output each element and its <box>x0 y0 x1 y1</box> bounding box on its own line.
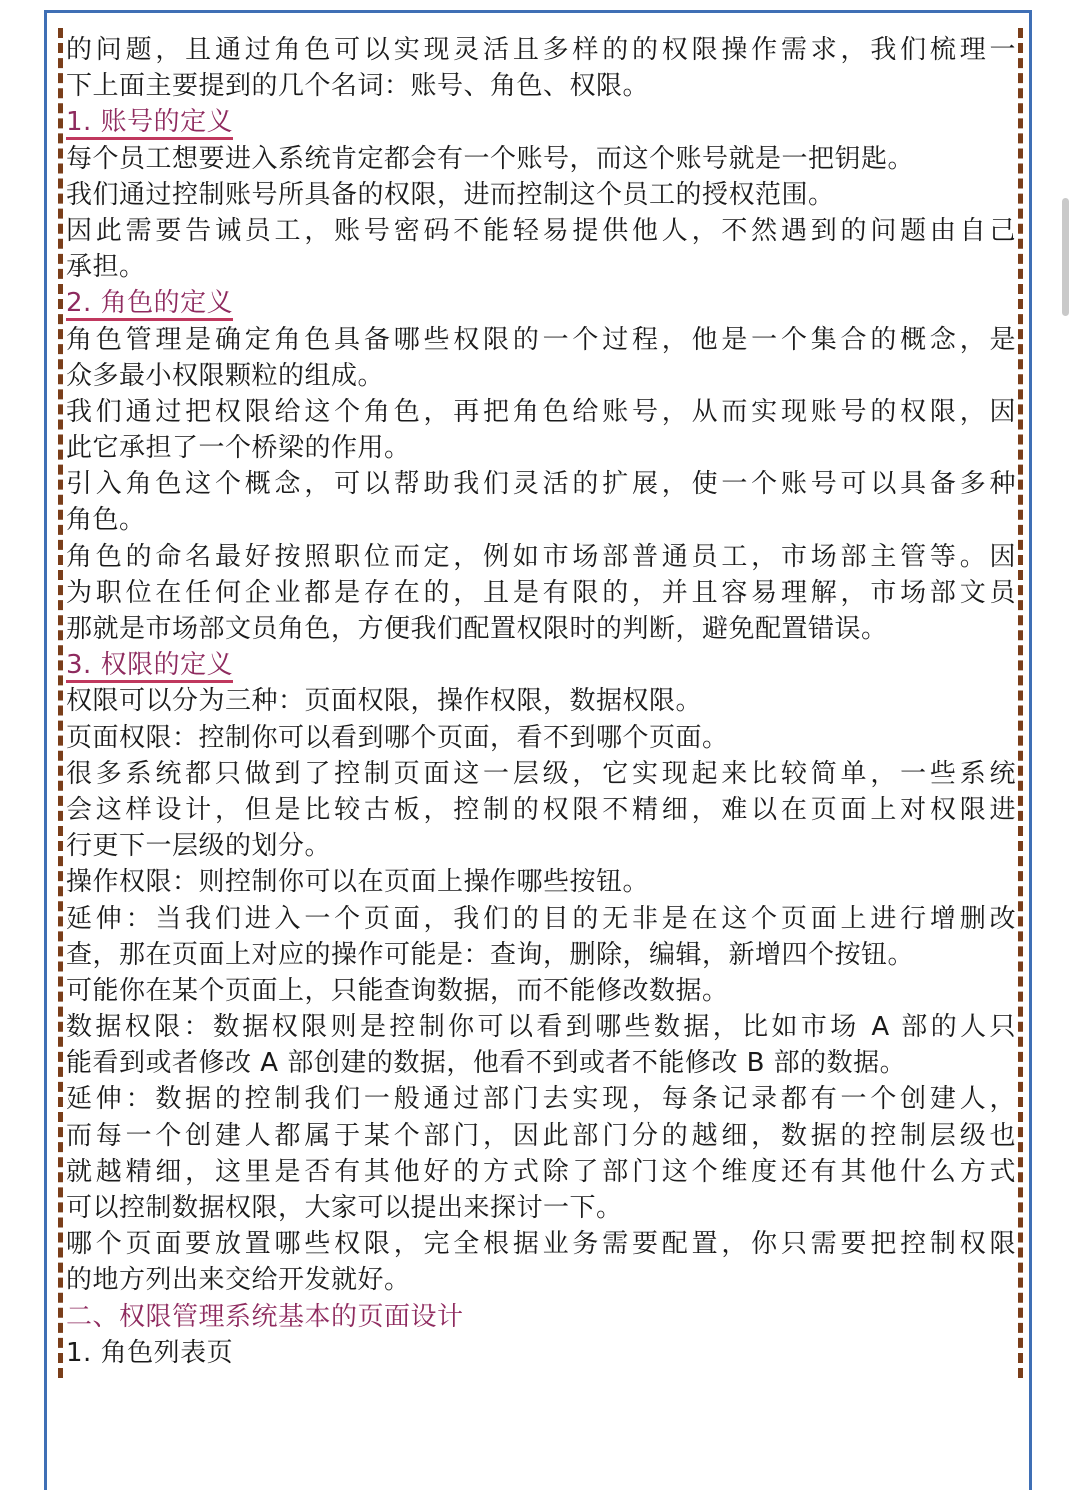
right-dashed-border <box>1018 28 1023 1378</box>
paragraph-line: 角色。 <box>66 505 146 536</box>
chapter-heading: 二、权限管理系统基本的页面设计 <box>66 1301 464 1332</box>
paragraph-line: 的问题，且通过角色可以实现灵活且多样的的权限操作需求，我们梳理一 <box>66 35 1016 65</box>
paragraph-line: 那就是市场部文员角色，方便我们配置权限时的判断，避免配置错误。 <box>66 614 888 644</box>
paragraph-line: 角色的命名最好按照职位而定，例如市场部普通员工，市场部主管等。因 <box>66 541 1016 572</box>
paragraph-line: 页面权限：控制你可以看到哪个页面，看不到哪个页面。 <box>66 722 729 753</box>
paragraph-line: 角色管理是确定角色具备哪些权限的一个过程，他是一个集合的概念，是 <box>66 324 1016 355</box>
paragraph-line: 很多系统都只做到了控制页面这一层级，它实现起来比较简单，一些系统 <box>66 758 1016 789</box>
paragraph-line: 的地方列出来交给开发就好。 <box>66 1265 411 1296</box>
paragraph-line: 会这样设计，但是比较古板，控制的权限不精细，难以在页面上对权限进 <box>66 794 1016 825</box>
paragraph-line: 下上面主要提到的几个名词：账号、角色、权限。 <box>66 71 650 102</box>
paragraph-line: 哪个页面要放置哪些权限，完全根据业务需要配置，你只需要把控制权限 <box>66 1229 1016 1260</box>
paragraph-line: 众多最小权限颗粒的组成。 <box>66 360 385 391</box>
paragraph-line: 就越精细，这里是否有其他好的方式除了部门这个维度还有其他什么方式 <box>66 1156 1016 1187</box>
section-heading[interactable] <box>66 285 1016 321</box>
paragraph-line: 查，那在页面上对应的操作可能是：查询，删除，编辑，新增四个按钮。 <box>66 939 915 970</box>
paragraph-line: 因此需要告诫员工，账号密码不能轻易提供他人，不然遇到的问题由自己 <box>66 215 1016 246</box>
scrollbar-thumb[interactable] <box>1062 198 1069 316</box>
paragraph-line: 延伸：当我们进入一个页面，我们的目的无非是在这个页面上进行增删改 <box>66 903 1016 934</box>
paragraph-line: 行更下一层级的划分。 <box>66 831 332 862</box>
section-heading-text: 3. 权限的定义 <box>66 650 233 683</box>
paragraph-line: 1. 角色列表页 <box>66 1337 234 1368</box>
paragraph-line: 引入角色这个概念，可以帮助我们灵活的扩展，使一个账号可以具备多种 <box>66 469 1016 500</box>
paragraph-line: 我们通过控制账号所具备的权限，进而控制这个员工的授权范围。 <box>66 179 835 210</box>
section-heading[interactable] <box>66 104 1016 140</box>
paragraph-line: 能看到或者修改 A 部创建的数据，他看不到或者不能修改 B 部的数据。 <box>66 1048 907 1079</box>
section-heading-text: 2. 角色的定义 <box>66 288 233 321</box>
paragraph-line: 每个员工想要进入系统肯定都会有一个账号，而这个账号就是一把钥匙。 <box>66 143 915 174</box>
left-dashed-border <box>58 28 63 1378</box>
paragraph-line: 延伸：数据的控制我们一般通过部门去实现，每条记录都有一个创建人， <box>66 1084 1016 1115</box>
section-heading-text: 1. 账号的定义 <box>66 107 233 140</box>
paragraph-line: 操作权限：则控制你可以在页面上操作哪些按钮。 <box>66 867 650 898</box>
paragraph-line: 数据权限：数据权限则是控制你可以看到哪些数据，比如市场 A 部的人只 <box>66 1012 1016 1043</box>
paragraph-line: 可以控制数据权限，大家可以提出来探讨一下。 <box>66 1193 623 1223</box>
paragraph-line: 可能你在某个页面上，只能查询数据，而不能修改数据。 <box>66 975 729 1006</box>
paragraph-line: 权限可以分为三种：页面权限，操作权限，数据权限。 <box>66 686 703 717</box>
paragraph-line: 承担。 <box>66 252 146 283</box>
paragraph-line: 而每一个创建人都属于某个部门，因此部门分的越细，数据的控制层级也 <box>66 1120 1016 1151</box>
section-heading[interactable] <box>66 647 1016 683</box>
document-body <box>66 32 1016 1371</box>
paragraph-line: 此它承担了一个桥梁的作用。 <box>66 433 411 464</box>
paragraph-line: 为职位在任何企业都是存在的，且是有限的，并且容易理解，市场部文员 <box>66 577 1016 608</box>
paragraph-line: 我们通过把权限给这个角色，再把角色给账号，从而实现账号的权限，因 <box>66 396 1016 427</box>
